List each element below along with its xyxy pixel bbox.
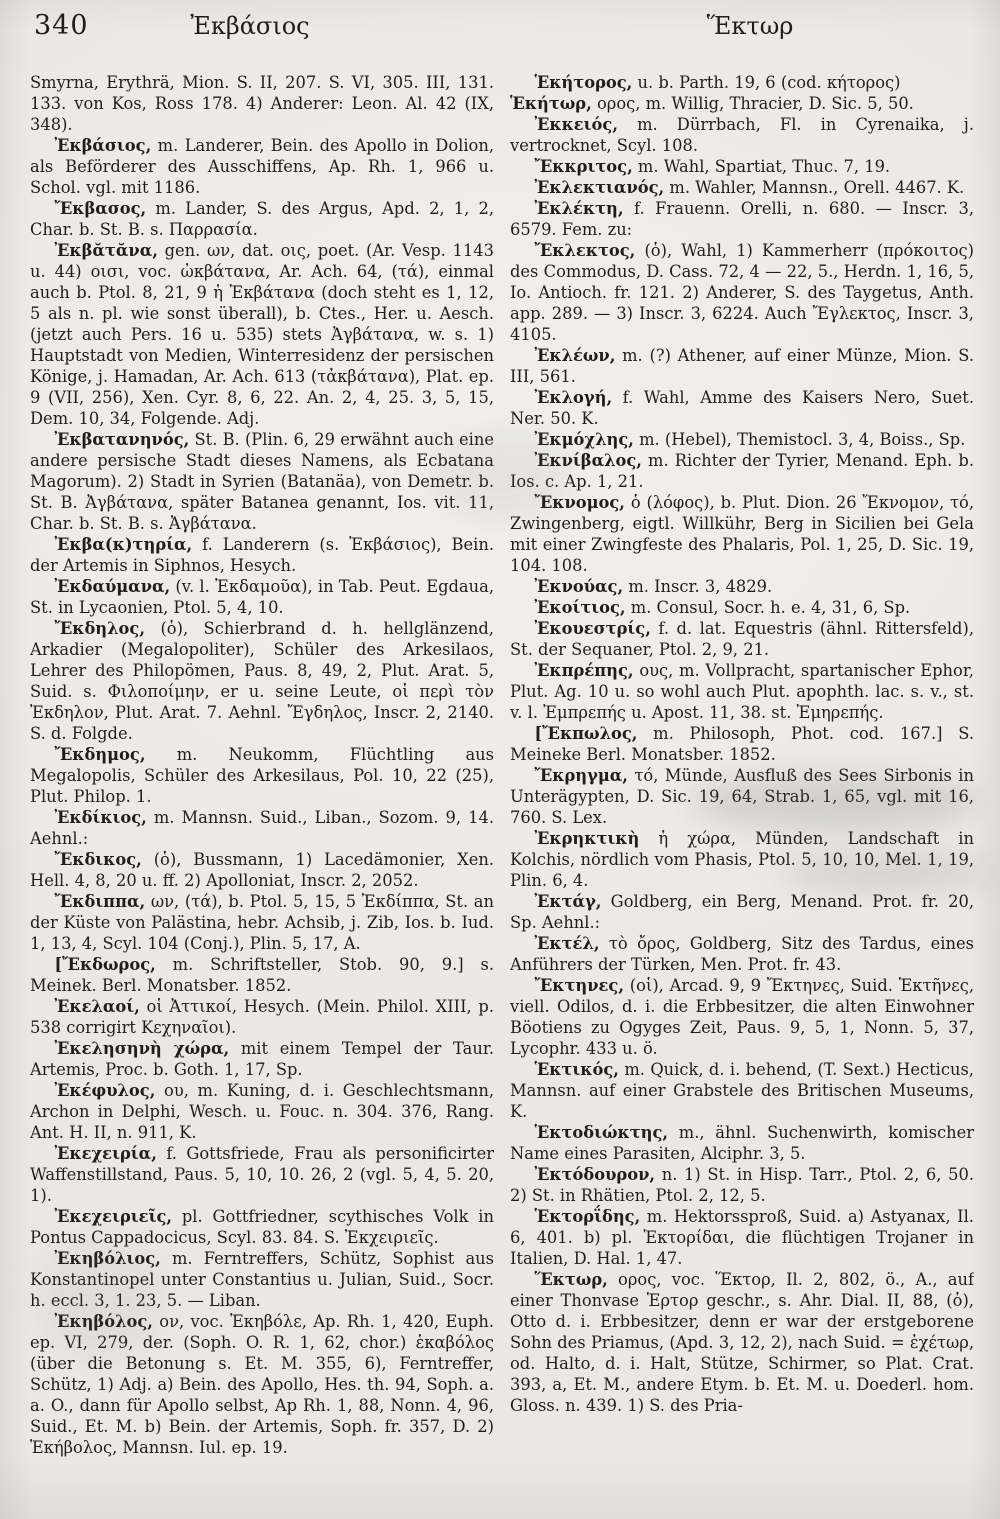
page-number: 340: [34, 10, 89, 41]
entry-lemma: [Ἔκπωλος,: [534, 724, 638, 743]
dictionary-entry: Ἐκέφυλος, ου, m. Kuning, d. i. Geschlechtsmann, Archon in Delphi, Wesch. u. Fouc. n. 304. 376, Rang. Ant. H. II, n. 911, K.: [30, 1081, 494, 1142]
entry-lemma: [Ἔκδωρος,: [54, 955, 156, 974]
text-columns: [0, 64, 1000, 1502]
entry-lemma: Ἐκηβόλος,: [54, 1312, 153, 1331]
entry-lemma: Ἐκλέων,: [534, 346, 616, 365]
dictionary-entry: Ἐκελαοί, οἱ Ἀττικοί, Hesych. (Mein. Philol. XIII, p. 538 corrigirt Κεχηναῖοι).: [30, 997, 494, 1037]
entry-lemma: Ἔκδικος,: [54, 850, 142, 869]
dictionary-entry: Ἔκλεκτος, (ὁ), Wahl, 1) Kammerherr (πρόκοιτος) des Commodus, D. Cass. 72, 4 — 22, 5., Herdn. 1, 16, 5, Io. Antioch. fr. 121. 2) Anderer, S. des Taygetus, Anth. app. 289. — 3) Inscr. 3, 6224. Auch Ἔγλεκτος, Inscr. 3, 4105.: [510, 241, 974, 344]
dictionary-entry: Ἐκδαύμανα, (v. l. Ἐκδαμοῦα), in Tab. Peut. Egdaua, St. in Lycaonien, Ptol. 5, 4, 10.: [30, 577, 494, 617]
entry-lemma: Ἐκοίτιος,: [534, 598, 626, 617]
dictionary-entry: Ἐκδίκιος, m. Mannsn. Suid., Liban., Sozom. 9, 14. Aehnl.:: [30, 808, 494, 848]
entry-lemma: Ἔκτηνες,: [534, 976, 625, 995]
dictionary-entry: Ἐκβάσιος, m. Landerer, Bein. des Apollo in Dolion, als Beförderer des Ausschiffens, Ap. Rh. 1, 966 u. Schol. vgl. mit 1186.: [30, 136, 494, 197]
entry-lemma: Ἐκνίβαλος,: [534, 451, 642, 470]
entry-lemma: Ἐκνούας,: [534, 577, 624, 596]
dictionary-entry: Ἐκβᾰτᾰνα, gen. ων, dat. οις, poet. (Ar. Vesp. 1143 u. 44) οισι, voc. ὠκβάτανα, Ar. Ach. 64, (τά), einmal auch b. Ptol. 8, 21, 9 ἡ Ἐκβάτανα (doch steht es 1, 12, 5 als n. pl. wie sonst überall), b. Ctes., Her. u. Aesch. (jetzt auch Pers. 16 u. 535) stets Ἀγβάτανα, w. s. 1) Hauptstadt von Medien, Winterresidenz der persischen Könige, j. Hamadan, Ar. Ach. 613 (τἀκβάτανα), Plat. ep. 9 (VII, 256), Xen. Cyr. 8, 6, 22. An. 2, 4, 25. 3, 5, 15, Dem. 10, 34, Folgende. Adj.: [30, 241, 494, 428]
dictionary-entry: Ἐκκειός, m. Dürrbach, Fl. in Cyrenaika, j. vertrocknet, Scyl. 108.: [510, 115, 974, 155]
dictionary-entry: Ἐκμόχλης, m. (Hebel), Themistocl. 3, 4, Boiss., Sp.: [534, 430, 966, 449]
dictionary-entry: Smyrna, Erythrä, Mion. S. II, 207. S. VI, 305. III, 131. 133. von Kos, Ross 178. 4) Anderer: Leon. Al. 42 (IX, 348).: [30, 73, 494, 134]
dictionary-entry: [Ἔκπωλος, m. Philosoph, Phot. cod. 167.] S. Meineke Berl. Monatsber. 1852.: [510, 724, 974, 764]
dictionary-entry: Ἔκδικος, (ὁ), Bussmann, 1) Lacedämonier, Xen. Hell. 4, 8, 20 u. ff. 2) Apolloniat, Inscr. 2, 2052.: [30, 850, 494, 890]
dictionary-entry: Ἐκλογή, f. Wahl, Amme des Kaisers Nero, Suet. Ner. 50. K.: [510, 388, 974, 428]
entry-lemma: Ἐκλέκτη,: [534, 199, 624, 218]
running-head-right: Ἕκτωρ: [706, 12, 794, 40]
entry-lemma: Ἐκέφυλος,: [54, 1081, 156, 1100]
entry-lemma: Ἐκτόδουρον,: [534, 1165, 656, 1184]
entry-lemma: Ἐκβα(κ)τηρία,: [54, 535, 193, 554]
dictionary-entry: Ἐκτάγ, Goldberg, ein Berg, Menand. Prot. fr. 20, Sp. Aehnl.:: [510, 892, 974, 932]
entry-lemma: Ἔκρηγμα,: [534, 766, 628, 785]
running-head-left: Ἐκβάσιος: [190, 12, 310, 40]
dictionary-entry: Ἔκτηνες, (οἱ), Arcad. 9, 9 Ἔκτηνες, Suid. Ἑκτῆνες, viell. Odilos, d. i. die Erbbesitzer, die alten Einwohner Böotiens zu Ogyges Zeit, Paus. 9, 5, 1, Nonn. 5, 37, Lycophr. 433 u. ö.: [510, 976, 974, 1058]
dictionary-entry: Ἐκοίτιος, m. Consul, Socr. h. e. 4, 31, 6, Sp.: [534, 598, 911, 617]
entry-lemma: Ἐκλεκτιανός,: [534, 178, 665, 197]
entry-lemma: Ἑκήτωρ,: [510, 94, 592, 113]
dictionary-entry: Ἐκελησηνὴ χώρα, mit einem Tempel der Taur. Artemis, Proc. b. Goth. 1, 17, Sp.: [30, 1039, 494, 1079]
dictionary-entry: Ἐκνούας, m. Inscr. 3, 4829.: [534, 577, 773, 596]
dictionary-entry: Ἑκτοδιώκτης, m., ähnl. Suchenwirth, komischer Name eines Parasiten, Alciphr. 3, 5.: [510, 1123, 974, 1163]
entry-lemma: Ἐκβάσιος,: [54, 136, 152, 155]
entry-lemma: Ἑκτορΐδης,: [534, 1207, 641, 1226]
dictionary-entry: Ἐκβατανηνός, St. B. (Plin. 6, 29 erwähnt auch eine andere persische Stadt dieses Namens, als Ecbatana Magorum). 2) Stadt in Syrien (Batanäa), von Demetr. b. St. B. Ἀγβάτανα, später Batanea genannt, Ios. vit. 11, Char. b. St. B. s. Ἀγβάτανα.: [30, 430, 494, 533]
dictionary-entry: Ἑκτικός, m. Quick, d. i. behend, (T. Sext.) Hecticus, Mannsn. auf einer Grabstele des Britischen Museums, K.: [510, 1060, 974, 1121]
entry-lemma: Ἐκβᾰτᾰνα,: [54, 241, 158, 260]
page-header: [0, 0, 1000, 64]
entry-lemma: Ἐκηβόλιος,: [54, 1249, 161, 1268]
dictionary-entry: Ἕκτωρ, ορος, voc. Ἕκτορ, Il. 2, 802, ö., A., auf einer Thonvase Ἑρτορ geschr., s. Ahr. Dial. II, 88, (ὁ), Otto d. i. Erbbesitzer, denn er war der erstgeborene Sohn des Priamus, (Apd. 3, 12, 2), nach Suid. = ἐχέτωρ, od. Halto, d. i. Halt, Stütze, Schirmer, so Plat. Crat. 393, a, Et. M., andere Etym. b. Et. M. u. Doederl. hom. Gloss. n. 439. 1) S. des Pria-: [510, 1270, 974, 1415]
entry-lemma: Ἐκδαύμανα,: [54, 577, 171, 596]
dictionary-entry: Ἔκνομος, ὁ (λόφος), b. Plut. Dion. 26 Ἔκνομον, τό, Zwingenberg, eigtl. Willkühr, Berg in Sicilien bei Gela mit einer Zwingfeste des Phalaris, Pol. 1, 25, D. Sic. 19, 104. 108.: [510, 493, 974, 575]
entry-lemma: Ἔκδηλος,: [54, 619, 145, 638]
entry-lemma: Ἑκτοδιώκτης,: [534, 1123, 669, 1142]
dictionary-entry: Ἐκεχειριεῖς, pl. Gottfriedner, scythisches Volk in Pontus Cappadocicus, Scyl. 83. 84. S. Ἐκχειριεῖς.: [30, 1207, 494, 1247]
entry-lemma: Ἐκβατανηνός,: [54, 430, 190, 449]
right-column: [510, 72, 974, 1502]
entry-lemma: Ἕκτωρ,: [534, 1270, 608, 1289]
dictionary-entry: Ἔκκριτος, m. Wahl, Spartiat, Thuc. 7, 19.: [534, 157, 891, 176]
dictionary-entry: Ἑκήτωρ, ορος, m. Willig, Thracier, D. Sic. 5, 50.: [510, 94, 914, 113]
entry-lemma: Ἐκπρέπης,: [534, 661, 634, 680]
entry-lemma: Ἔκκριτος,: [534, 157, 633, 176]
dictionary-entry: Ἐκπρέπης, ους, m. Vollpracht, spartanischer Ephor, Plut. Ag. 10 u. so wohl auch Plut. apophth. lac. s. v., st. v. l. Ἐμπρεπής u. Apost. 11, 38. st. Ἐμηρεπής.: [510, 661, 974, 722]
entry-lemma: Ἐκμόχλης,: [534, 430, 634, 449]
entry-lemma: Ἔκδιππα,: [54, 892, 146, 911]
dictionary-entry: Ἔκδημος, m. Neukomm, Flüchtling aus Megalopolis, Schüler des Arkesilaus, Pol. 10, 22 (25), Plut. Philop. 1.: [30, 745, 494, 806]
entry-lemma: Ἐκτέλ,: [534, 934, 600, 953]
entry-lemma: Ἐκδίκιος,: [54, 808, 147, 827]
dictionary-entry: Ἐκλέκτη, f. Frauenn. Orelli, n. 680. — Inscr. 3, 6579. Fem. zu:: [510, 199, 974, 239]
dictionary-entry: Ἔκβασος, m. Lander, S. des Argus, Apd. 2, 1, 2, Char. b. St. B. s. Παρρασία.: [30, 199, 494, 239]
dictionary-entry: Ἐκουεστρίς, f. d. lat. Equestris (ähnl. Rittersfeld), St. der Sequaner, Ptol. 2, 9, 21.: [510, 619, 974, 659]
dictionary-entry: Ἐκλέων, m. (?) Athener, auf einer Münze, Mion. S. III, 561.: [510, 346, 974, 386]
entry-lemma: Ἑκτικός,: [534, 1060, 619, 1079]
entry-lemma: Ἐκτάγ,: [534, 892, 602, 911]
entry-lemma: Ἔκβασος,: [54, 199, 147, 218]
dictionary-entry: Ἐκηβόλος, ον, voc. Ἑκηβόλε, Ap. Rh. 1, 420, Euph. ep. VI, 279, der. (Soph. O. R. 1, 62, chor.) ἑκαβόλος (über die Betonung s. Et. M. 355, 6), Ferntreffer, Schütz, 1) Adj. a) Bein. des Apollo, Hes. th. 94, Soph. a. a. O., dann für Apollo selbst, Ap Rh. 1, 88, Nonn. 4, 96, Suid., Et. M. b) Bein. der Artemis, Soph. fr. 357, D. 2) Ἑκήβολος, Mannsn. Iul. ep. 19.: [30, 1312, 494, 1457]
dictionary-entry: Ἐκβα(κ)τηρία, f. Landerern (s. Ἐκβάσιος), Bein. der Artemis in Siphnos, Hesych.: [30, 535, 494, 575]
entry-lemma: Ἐκεχειρία,: [54, 1144, 157, 1163]
entry-lemma: Ἐκρηκτικὴ: [534, 829, 640, 848]
entry-lemma: Ἔκλεκτος,: [534, 241, 636, 260]
entry-lemma: Ἑκήτορος,: [534, 73, 633, 92]
dictionary-entry: Ἔκρηγμα, τό, Münde, Ausfluß des Sees Sirbonis in Unterägypten, D. Sic. 19, 64, Strab. 1, 65, vgl. mit 16, 760. S. Lex.: [510, 766, 974, 827]
left-column: [30, 72, 494, 1502]
running-heads: [0, 12, 1000, 40]
dictionary-entry: Ἐκτέλ, τὸ ὄρος, Goldberg, Sitz des Tardus, eines Anführers der Türken, Men. Prot. fr. 43.: [510, 934, 974, 974]
dictionary-entry: Ἐκτόδουρον, n. 1) St. in Hisp. Tarr., Ptol. 2, 6, 50. 2) St. in Rhätien, Ptol. 2, 12, 5.: [510, 1165, 974, 1205]
entry-lemma: Ἐκουεστρίς,: [534, 619, 651, 638]
dictionary-entry: [Ἔκδωρος, m. Schriftsteller, Stob. 90, 9.] s. Meinek. Berl. Monatsber. 1852.: [30, 955, 494, 995]
entry-lemma: Ἐκκειός,: [534, 115, 618, 134]
dictionary-entry: Ἐκλεκτιανός, m. Wahler, Mannsn., Orell. 4467. K.: [534, 178, 965, 197]
entry-lemma: Ἐκεχειριεῖς,: [54, 1207, 173, 1226]
dictionary-entry: Ἑκτορΐδης, m. Hektorssproß, Suid. a) Astyanax, Il. 6, 401. b) pl. Ἑκτορίδαι, die flüchtigen Trojaner in Italien, D. Hal. 1, 47.: [510, 1207, 974, 1268]
dictionary-entry: Ἔκδηλος, (ὁ), Schierbrand d. h. hellglänzend, Arkadier (Megalopoliter), Schüler des Arkesilaos, Lehrer des Philopömen, Paus. 8, 49, 2, Plut. Arat. 5, Suid. s. Φιλοποίμην, er u. seine Leute, οἱ περὶ τὸν Ἐκδηλον, Plut. Arat. 7. Aehnl. Ἔγδηλος, Inscr. 2, 2140. S. d. Folgde.: [30, 619, 494, 743]
entry-lemma: Ἔκνομος,: [534, 493, 625, 512]
dictionary-entry: Ἑκήτορος, u. b. Parth. 19, 6 (cod. κήτορος): [534, 73, 901, 92]
dictionary-entry: Ἐκηβόλιος, m. Ferntreffers, Schütz, Sophist aus Konstantinopel unter Constantius u. Julian, Suid., Socr. h. eccl. 3, 1. 23, 5. — Liban.: [30, 1249, 494, 1310]
entry-lemma: Ἔκδημος,: [54, 745, 146, 764]
dictionary-entry: Ἐκνίβαλος, m. Richter der Tyrier, Menand. Eph. b. Ios. c. Ap. 1, 21.: [510, 451, 974, 491]
dictionary-entry: Ἔκδιππα, ων, (τά), b. Ptol. 5, 15, 5 Ἐκδίππα, St. an der Küste von Palästina, hebr. Achsib, j. Zib, Ios. b. Iud. 1, 13, 4, Scyl. 104 (Conj.), Plin. 5, 17, A.: [30, 892, 494, 953]
dictionary-entry: Ἐκρηκτικὴ ἡ χώρα, Münden, Landschaft in Kolchis, nördlich vom Phasis, Ptol. 5, 10, 10, Mel. 1, 19, Plin. 6, 4.: [510, 829, 974, 890]
entry-lemma: Ἐκελησηνὴ χώρα,: [54, 1039, 230, 1058]
entry-lemma: Ἐκλογή,: [534, 388, 613, 407]
dictionary-entry: Ἐκεχειρία, f. Gottsfriede, Frau als personificirter Waffenstillstand, Paus. 5, 10, 10. 26, 2 (vgl. 5, 4, 5. 20, 1).: [30, 1144, 494, 1205]
entry-lemma: Ἐκελαοί,: [54, 997, 140, 1016]
